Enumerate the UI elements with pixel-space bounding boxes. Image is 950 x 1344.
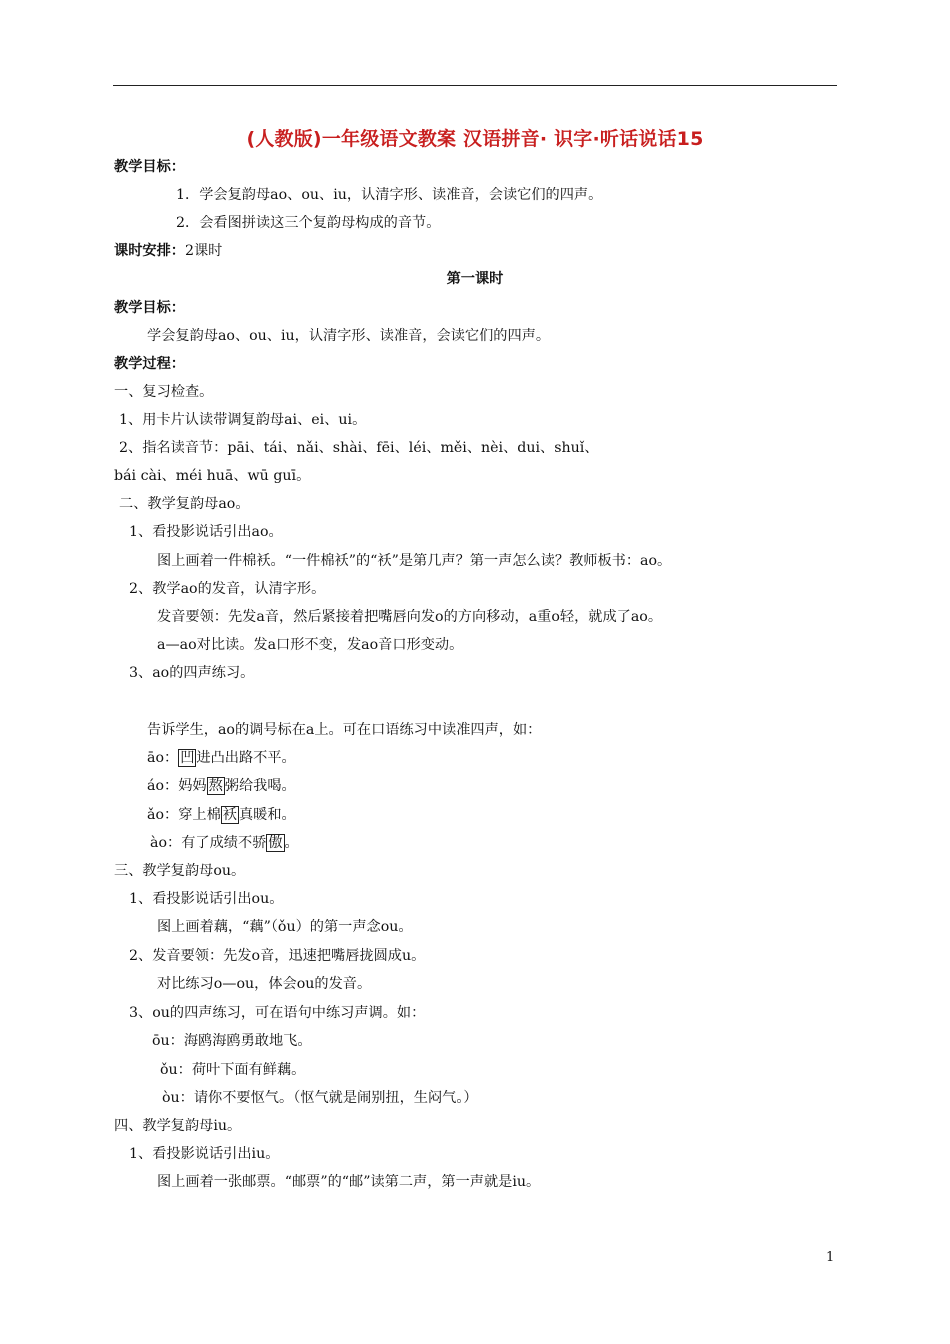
section-heading: 三、教学复韵母ou。 (114, 863, 246, 879)
schedule-label: 课时安排： (114, 243, 185, 259)
schedule-value: 2课时 (184, 243, 223, 259)
boxed-character: 袄 (222, 807, 237, 823)
paragraph: 图上画着一张邮票。“邮票”的“邮”读第二声，第一声就是iu。 (157, 1174, 541, 1190)
list-item: 2、指名读音节：pāi、tái、nǎi、shài、fēi、léi、měi、nèi、dui、shuǐ、 (119, 440, 599, 456)
list-item: 3、ao的四声练习。 (129, 665, 255, 681)
section-heading: 四、教学复韵母iu。 (114, 1118, 242, 1134)
paragraph: 图上画着藕，“藕”（ǒu）的第一声念ou。 (157, 919, 413, 935)
paragraph: 对比练习o—ou，体会ou的发音。 (157, 976, 372, 992)
list-item: 3、ou的四声练习，可在语句中练习声调。如： (129, 1005, 426, 1021)
section-heading: 二、教学复韵母ao。 (119, 496, 250, 512)
tone-example: ào：有了成绩不骄 傲 。 (150, 835, 299, 851)
list-item: 2、教学ao的发音，认清字形。 (129, 581, 326, 597)
tone-example: áo：妈妈 熬 粥给我喝。 (147, 778, 296, 794)
tone-example: òu：请你不要怄气。（怄气就是闹别扭，生闷气。） (162, 1090, 478, 1106)
page-number: 1 (826, 1250, 835, 1265)
header-rule (113, 85, 837, 86)
objective-item: 1．学会复韵母ao、ou、iu，认清字形、读准音，会读它们的四声。 (176, 187, 603, 203)
section-heading: 一、复习检查。 (114, 384, 214, 400)
document-title: (人教版)一年级语文教案 汉语拼音· 识字·听话说话15 (246, 128, 704, 150)
list-item: 1、看投影说话引出ou。 (129, 891, 284, 907)
list-item-continuation: bái cài、méi huā、wū guī。 (114, 468, 311, 484)
boxed-character: 傲 (268, 835, 283, 851)
section-heading-objectives: 教学目标： (114, 159, 185, 175)
section-heading-objectives: 教学目标： (114, 300, 185, 316)
boxed-character: 凹 (180, 750, 195, 766)
objective-item: 2．会看图拼读这三个复韵母构成的音节。 (176, 215, 441, 231)
list-item: 1、看投影说话引出ao。 (129, 524, 283, 540)
list-item: 1、看投影说话引出iu。 (129, 1146, 280, 1162)
lesson-heading: 第一课时 (446, 271, 504, 287)
schedule-line (114, 241, 222, 261)
paragraph: 告诉学生，ao的调号标在a上。可在口语练习中读准四声，如： (147, 722, 542, 738)
list-item: 2、发音要领：先发o音，迅速把嘴唇拢圆成u。 (129, 948, 426, 964)
section-heading-process: 教学过程： (114, 356, 185, 372)
tone-example: ōu：海鸥海鸥勇敢地飞。 (152, 1033, 312, 1049)
list-item: 1、用卡片认读带调复韵母ai、ei、ui。 (119, 412, 367, 428)
tone-example: ǎo：穿上棉 袄 真暖和。 (147, 807, 296, 823)
tone-example: ǒu：荷叶下面有鲜藕。 (160, 1062, 306, 1078)
boxed-character: 熬 (208, 778, 223, 794)
paragraph: 发音要领：先发a音，然后紧接着把嘴唇向发o的方向移动，a重o轻，就成了ao。 (157, 609, 663, 625)
paragraph: a—ao对比读。发a口形不变，发ao音口形变动。 (157, 637, 464, 653)
paragraph: 学会复韵母ao、ou、iu，认清字形、读准音，会读它们的四声。 (147, 328, 551, 344)
tone-example: āo： 凹 进凸出路不平。 (147, 750, 296, 766)
paragraph: 图上画着一件棉袄。“一件棉袄”的“袄”是第几声？第一声怎么读？教师板书：ao。 (157, 553, 672, 569)
